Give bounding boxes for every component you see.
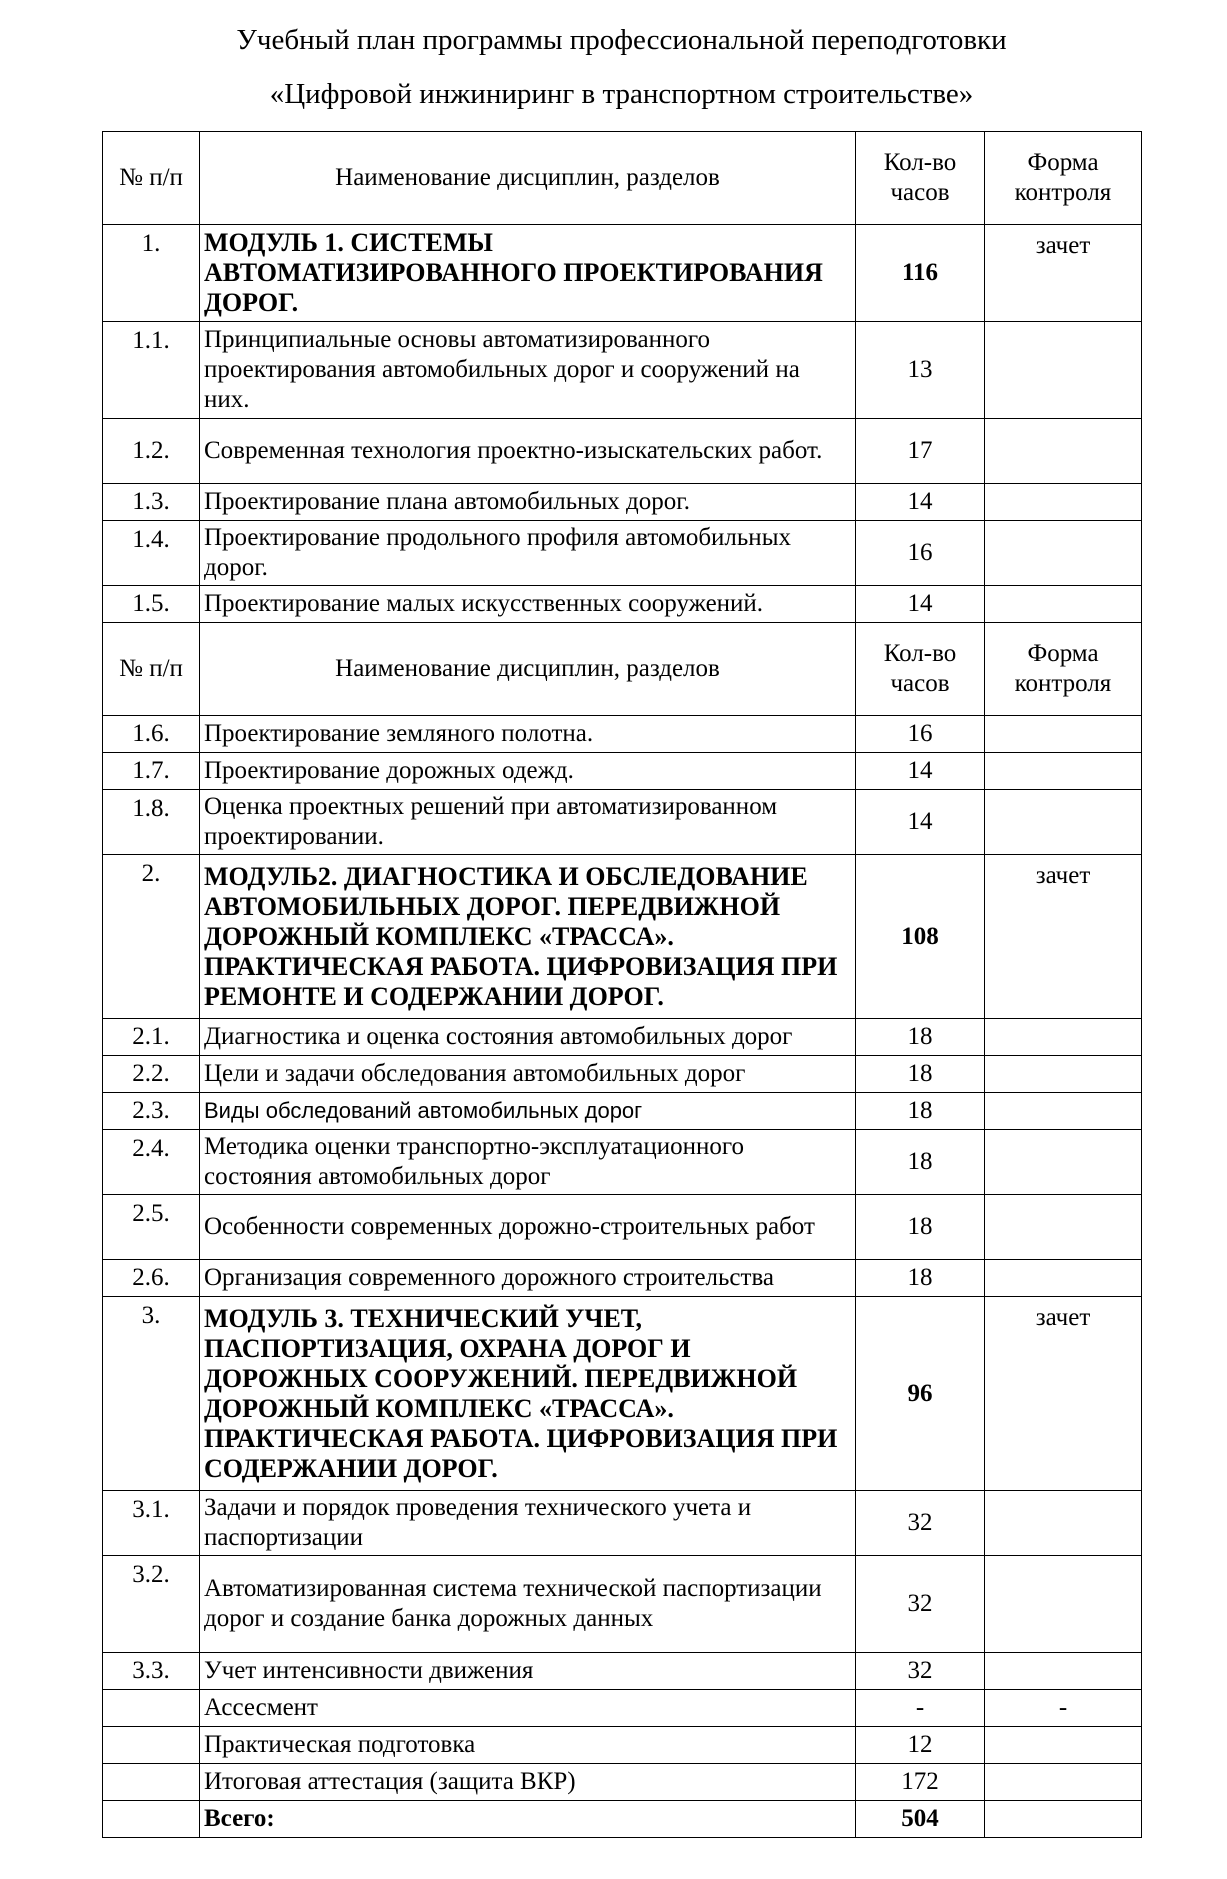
row-hours: 18	[856, 1130, 985, 1195]
header-hours: Кол-во часов	[856, 623, 985, 716]
row-num: 2.4.	[103, 1130, 200, 1195]
row-name: Проектирование малых искусственных сооружений.	[200, 586, 856, 623]
row-name: Виды обследований автомобильных дорог	[200, 1093, 856, 1130]
row-num	[103, 1727, 200, 1764]
row-hours: 172	[856, 1764, 985, 1801]
row-form	[985, 419, 1142, 484]
row-name: Итоговая аттестация (защита ВКР)	[200, 1764, 856, 1801]
table-header-row	[103, 623, 1142, 716]
table-row	[103, 1727, 1142, 1764]
row-hours: 14	[856, 484, 985, 521]
row-hours: 108	[856, 855, 985, 1019]
table-row	[103, 1130, 1142, 1195]
row-form	[985, 1019, 1142, 1056]
row-num: 3.2.	[103, 1556, 200, 1653]
row-name: Задачи и порядок проведения технического учета и паспортизации	[200, 1491, 856, 1556]
module-row	[103, 225, 1142, 322]
header-num: № п/п	[103, 623, 200, 716]
row-num: 1.7.	[103, 753, 200, 790]
row-name: Оценка проектных решений при автоматизированном проектировании.	[200, 790, 856, 855]
row-name: МОДУЛЬ2. ДИАГНОСТИКА И ОБСЛЕДОВАНИЕ АВТОМОБИЛЬНЫХ ДОРОГ. ПЕРЕДВИЖНОЙ ДОРОЖНЫЙ КОМПЛЕКС «ТРАССА». ПРАКТИЧЕСКАЯ РАБОТА. ЦИФРОВИЗАЦИЯ ПРИ РЕМОНТЕ И СОДЕРЖАНИИ ДОРОГ.	[200, 855, 856, 1019]
row-name: Автоматизированная система технической паспортизации дорог и создание банка дорожных данных	[200, 1556, 856, 1653]
header-name: Наименование дисциплин, разделов	[200, 623, 856, 716]
table-row	[103, 1019, 1142, 1056]
table-row	[103, 1556, 1142, 1653]
table-header-row	[103, 132, 1142, 225]
row-num	[103, 1801, 200, 1838]
row-hours: 12	[856, 1727, 985, 1764]
table-row	[103, 521, 1142, 586]
row-num: 2.5.	[103, 1195, 200, 1260]
row-hours: -	[856, 1690, 985, 1727]
row-hours: 13	[856, 322, 985, 419]
row-hours: 18	[856, 1093, 985, 1130]
row-form	[985, 1491, 1142, 1556]
row-num: 1.8.	[103, 790, 200, 855]
row-form	[985, 1195, 1142, 1260]
row-name: МОДУЛЬ 3. ТЕХНИЧЕСКИЙ УЧЕТ, ПАСПОРТИЗАЦИЯ, ОХРАНА ДОРОГ И ДОРОЖНЫХ СООРУЖЕНИЙ. ПЕРЕДВИЖНОЙ ДОРОЖНЫЙ КОМПЛЕКС «ТРАССА». ПРАКТИЧЕСКАЯ РАБОТА. ЦИФРОВИЗАЦИЯ ПРИ СОДЕРЖАНИИ ДОРОГ.	[200, 1297, 856, 1491]
row-form: зачет	[985, 855, 1142, 1019]
row-form	[985, 1727, 1142, 1764]
table-row	[103, 322, 1142, 419]
row-hours: 18	[856, 1056, 985, 1093]
header-hours: Кол-во часов	[856, 132, 985, 225]
row-form	[985, 1801, 1142, 1838]
row-form	[985, 1130, 1142, 1195]
row-num: 2.6.	[103, 1260, 200, 1297]
table-row	[103, 1195, 1142, 1260]
row-hours: 16	[856, 716, 985, 753]
row-name: Проектирование плана автомобильных дорог.	[200, 484, 856, 521]
row-name: Ассесмент	[200, 1690, 856, 1727]
row-name: Методика оценки транспортно-эксплуатационного состояния автомобильных дорог	[200, 1130, 856, 1195]
row-form	[985, 521, 1142, 586]
row-hours: 18	[856, 1260, 985, 1297]
row-num: 3.	[103, 1297, 200, 1491]
row-form	[985, 586, 1142, 623]
row-num	[103, 1764, 200, 1801]
table-row	[103, 586, 1142, 623]
row-name: Организация современного дорожного строительства	[200, 1260, 856, 1297]
row-form	[985, 753, 1142, 790]
row-hours: 504	[856, 1801, 985, 1838]
row-num: 1.5.	[103, 586, 200, 623]
row-form	[985, 1653, 1142, 1690]
row-num: 1.	[103, 225, 200, 322]
document-title-line-2: «Цифровой инжиниринг в транспортном строительстве»	[269, 78, 974, 110]
row-name: Всего:	[200, 1801, 856, 1838]
row-name: Особенности современных дорожно-строительных работ	[200, 1195, 856, 1260]
row-form	[985, 1056, 1142, 1093]
module-row	[103, 1297, 1142, 1491]
row-num: 2.2.	[103, 1056, 200, 1093]
row-hours: 18	[856, 1019, 985, 1056]
module-row	[103, 855, 1142, 1019]
row-form	[985, 1093, 1142, 1130]
row-num: 2.1.	[103, 1019, 200, 1056]
table-row	[103, 1690, 1142, 1727]
table-row	[103, 1491, 1142, 1556]
row-name: Современная технология проектно-изыскательских работ.	[200, 419, 856, 484]
row-form	[985, 1260, 1142, 1297]
row-name: Принципиальные основы автоматизированного проектирования автомобильных дорог и сооружений на них.	[200, 322, 856, 419]
header-form: Форма контроля	[985, 132, 1142, 225]
table-row	[103, 419, 1142, 484]
row-name: Проектирование дорожных одежд.	[200, 753, 856, 790]
row-form	[985, 1764, 1142, 1801]
header-name: Наименование дисциплин, разделов	[200, 132, 856, 225]
row-hours: 116	[856, 225, 985, 322]
row-num: 2.	[103, 855, 200, 1019]
row-name: Диагностика и оценка состояния автомобильных дорог	[200, 1019, 856, 1056]
row-hours: 96	[856, 1297, 985, 1491]
row-num: 1.6.	[103, 716, 200, 753]
row-form	[985, 322, 1142, 419]
table-row	[103, 1653, 1142, 1690]
row-num: 3.3.	[103, 1653, 200, 1690]
row-name: Проектирование земляного полотна.	[200, 716, 856, 753]
row-hours: 32	[856, 1556, 985, 1653]
row-form	[985, 790, 1142, 855]
row-num: 2.3.	[103, 1093, 200, 1130]
row-hours: 32	[856, 1653, 985, 1690]
header-form: Форма контроля	[985, 623, 1142, 716]
row-num: 1.1.	[103, 322, 200, 419]
row-name: Практическая подготовка	[200, 1727, 856, 1764]
row-form	[985, 484, 1142, 521]
document-title-line-1: Учебный план программы профессиональной переподготовки	[236, 24, 1007, 56]
header-num: № п/п	[103, 132, 200, 225]
row-num: 1.4.	[103, 521, 200, 586]
table-row	[103, 1093, 1142, 1130]
row-hours: 18	[856, 1195, 985, 1260]
row-num: 3.1.	[103, 1491, 200, 1556]
table-row	[103, 790, 1142, 855]
row-hours: 17	[856, 419, 985, 484]
row-hours: 14	[856, 790, 985, 855]
table-row	[103, 753, 1142, 790]
row-name: Учет интенсивности движения	[200, 1653, 856, 1690]
table-row	[103, 1260, 1142, 1297]
row-num: 1.2.	[103, 419, 200, 484]
table-row	[103, 716, 1142, 753]
total-row	[103, 1801, 1142, 1838]
row-form	[985, 716, 1142, 753]
row-form: зачет	[985, 1297, 1142, 1491]
row-hours: 32	[856, 1491, 985, 1556]
row-name: Проектирование продольного профиля автомобильных дорог.	[200, 521, 856, 586]
row-form: зачет	[985, 225, 1142, 322]
row-hours: 14	[856, 753, 985, 790]
curriculum-table	[102, 131, 1142, 1838]
table-row	[103, 1056, 1142, 1093]
row-num	[103, 1690, 200, 1727]
row-hours: 16	[856, 521, 985, 586]
row-form: -	[985, 1690, 1142, 1727]
table-row	[103, 484, 1142, 521]
row-hours: 14	[856, 586, 985, 623]
row-name: Цели и задачи обследования автомобильных дорог	[200, 1056, 856, 1093]
row-name: МОДУЛЬ 1. СИСТЕМЫ АВТОМАТИЗИРОВАННОГО ПРОЕКТИРОВАНИЯ ДОРОГ.	[200, 225, 856, 322]
row-form	[985, 1556, 1142, 1653]
row-num: 1.3.	[103, 484, 200, 521]
table-row	[103, 1764, 1142, 1801]
